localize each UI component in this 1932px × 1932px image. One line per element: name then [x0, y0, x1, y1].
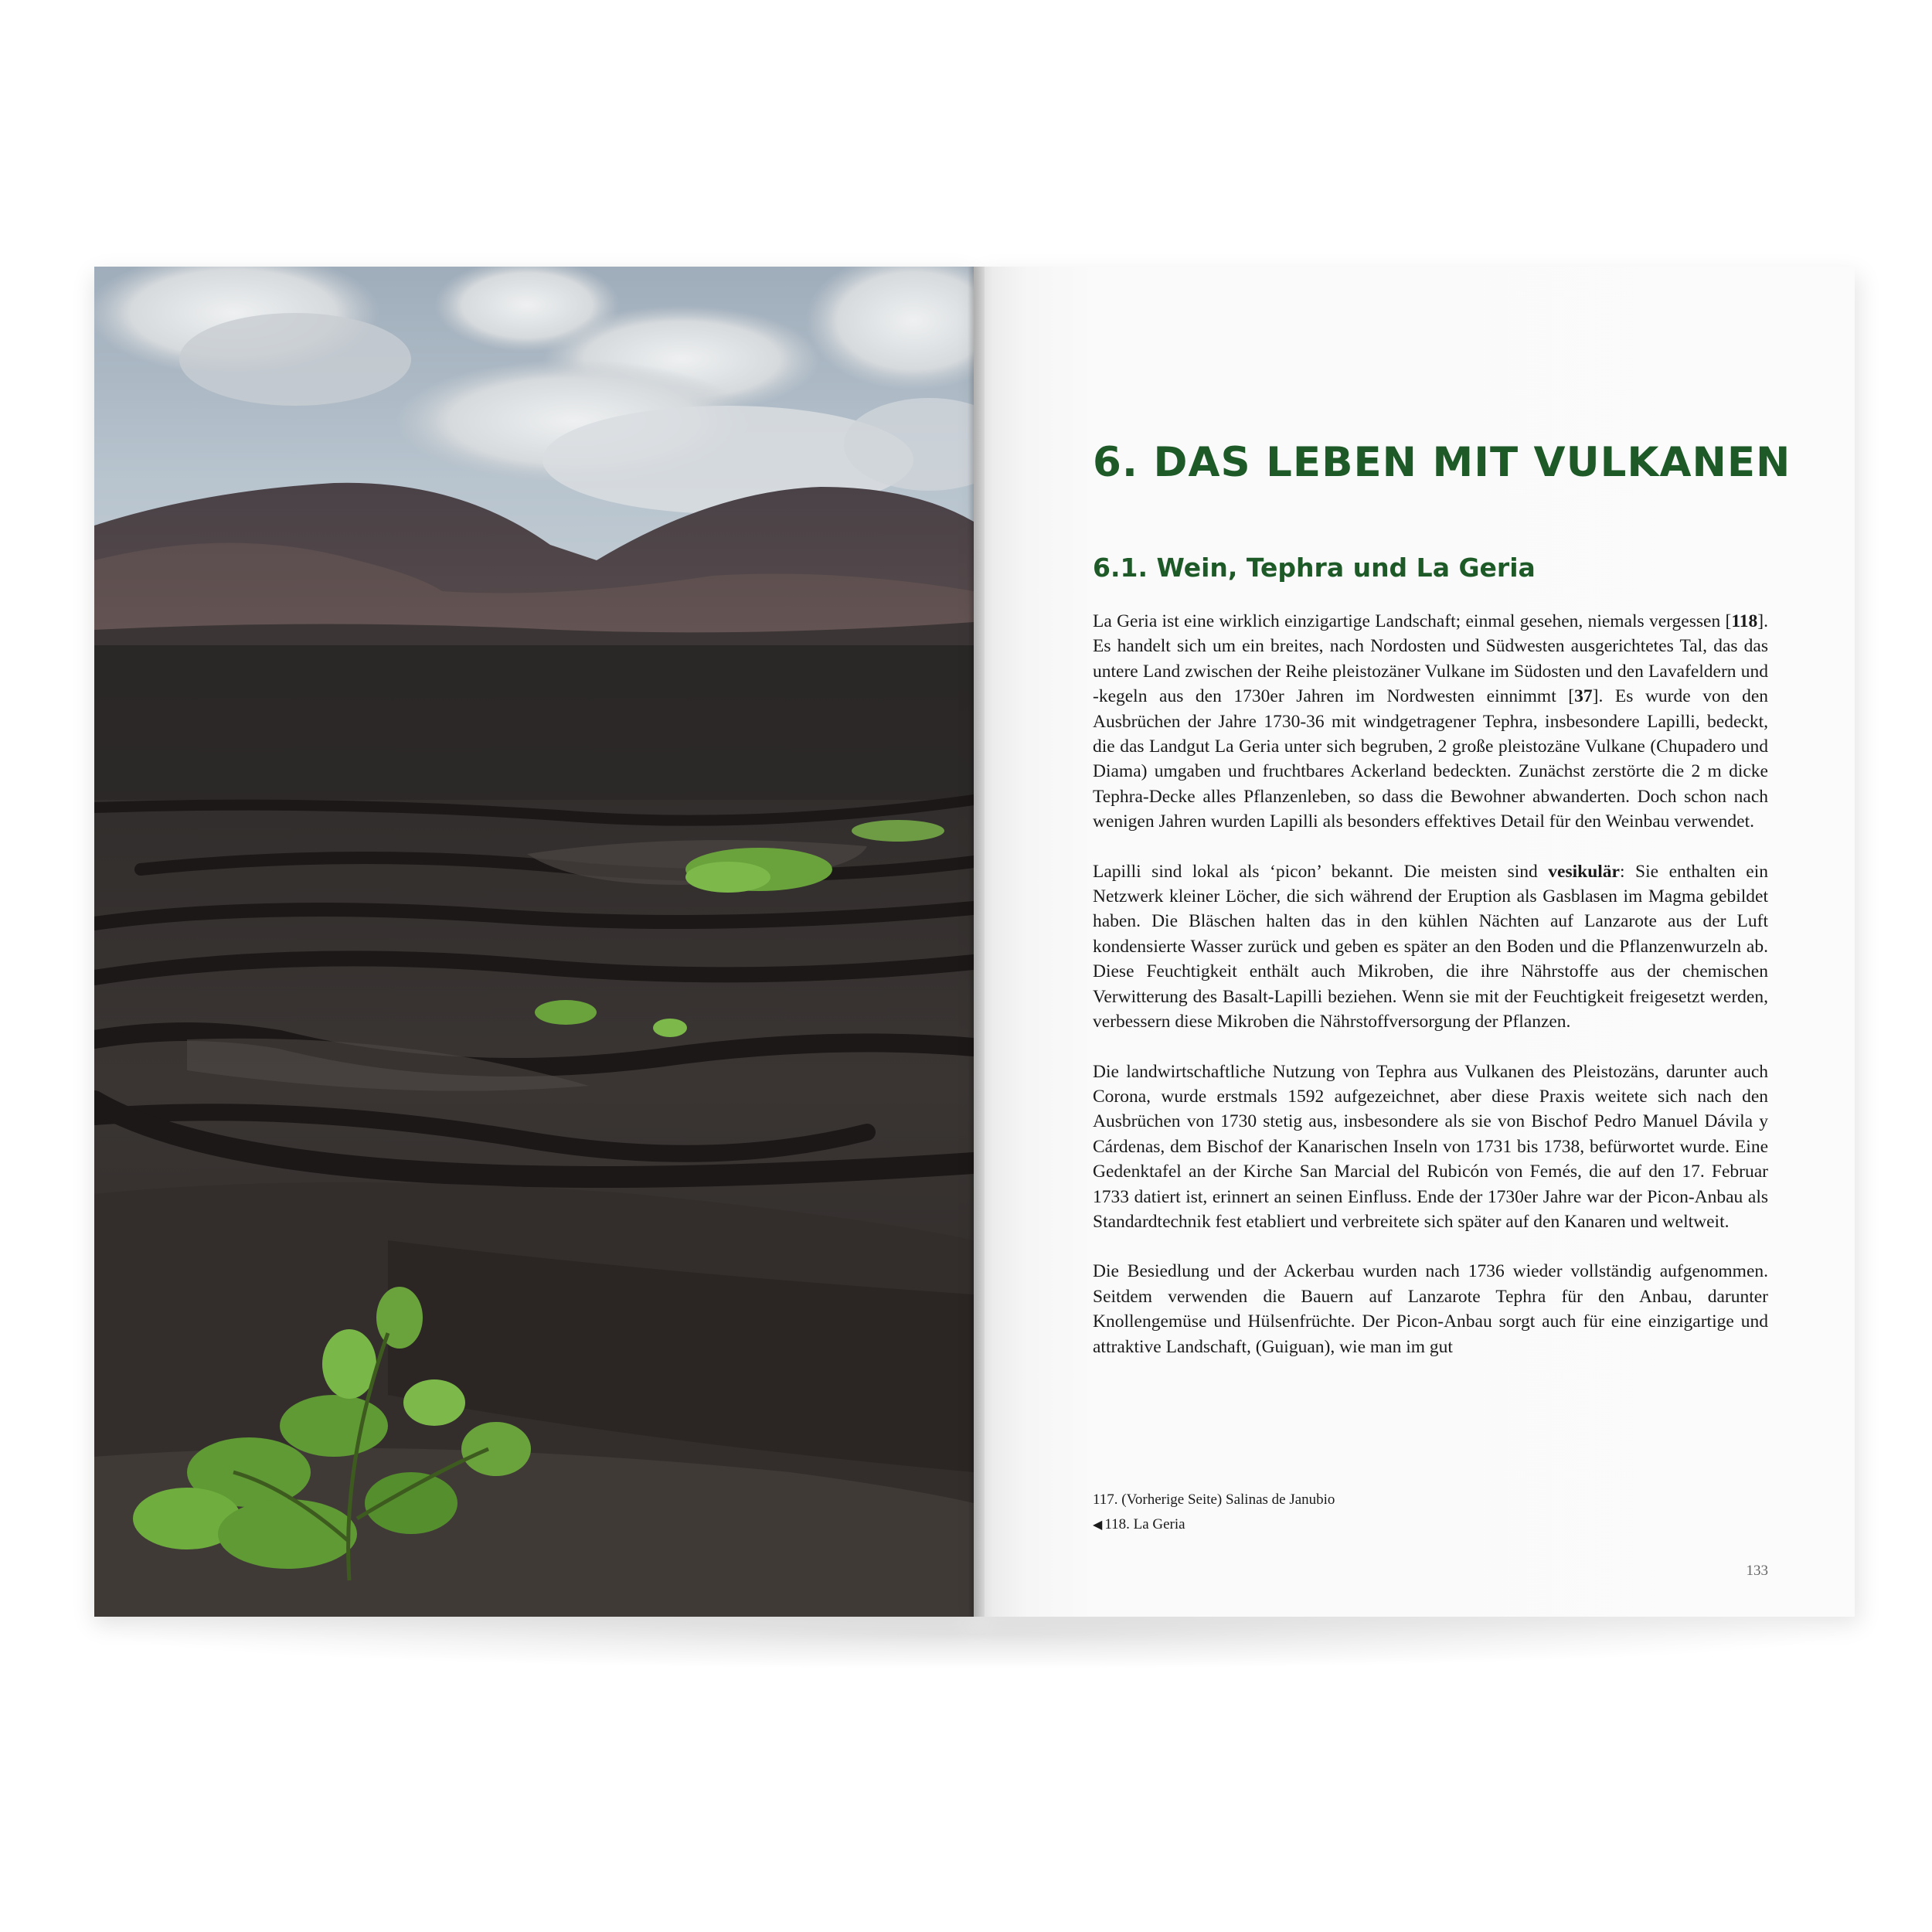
figure-captions: [1093, 1488, 1768, 1538]
caption-117: 117. (Vorherige Seite) Salinas de Janubio: [1093, 1492, 1335, 1508]
chapter-title: 6. DAS LEBEN MIT VULKANEN: [1093, 439, 1791, 486]
reference-37: 37: [1574, 686, 1593, 707]
paragraph-text: : Sie enthalten ein Netzwerk kleiner Löcher, die sich während der Eruption als Gasblasen im Magma gebildet haben. Die Bläschen halten das in den kühlen Nächten auf Lanzarote aus der Luft kondensierte Wasser zurück und geben es später an den Boden und die Pflanzenwurzeln ab. Diese Feuchtigkeit enthält auch Mikroben, die ihre Nährstoffe aus der chemischen Verwitterung des Basalt-Lapilli beziehen. Wenn sie mit der Feuchtigkeit freigesetzt werden, verbessern diese Mikroben die Nährstoffversorgung der Pflanzen.: [1093, 861, 1768, 1032]
paragraph-text: La Geria ist eine wirklich einzigartige Landschaft; einmal gesehen, niemals vergessen [: [1093, 611, 1732, 631]
paragraph-text: ]. Es wurde von den Ausbrüchen der Jahre 1730-36 mit windgetragener Tephra, insbesondere Lapilli, bedeckt, die das Landgut La Geria unter sich begruben, 2 große pleistozäne Vulkane (Chupadero und Diama) umgaben und fruchtbares Ackerland bedeckten. Zunächst zerstörte die 2 m dicke Tephra-Decke alles Pflanzenleben, so dass die Bewohner abwanderten. Doch schon nach wenigen Jahren wurden Lapilli als besonders effektives Detail für den Weinbau verwendet.: [1093, 686, 1769, 832]
photo-page: [94, 267, 974, 1617]
bold-term: vesikulär: [1548, 861, 1620, 882]
paragraph-3: Die landwirtschaftliche Nutzung von Tephra aus Vulkanen des Pleistozäns, darunter auch Corona, wurde erstmals 1592 aufgezeichnet, aber diese Praxis weitete sich nach den Ausbrüchen von 1730 stetig aus, insbesondere als sie von Bischof Pedro Manuel Dávila y Cárdenas, dem Bischof der Kanarischen Inseln von 1731 bis 1738, befürwortet wurde. Eine Gedenktafel an der Kirche San Marcial del Rubicón von Femés, die auf den 17. Februar 1733 datiert ist, erinnert an seinen Einfluss. Ende der 1730er Jahre war der Picon-Anbau als Standardtechnik fest etabliert und verbreitete sich später auf den Kanaren und weltweit.: [1093, 1061, 1768, 1232]
paragraph-2: [1093, 859, 1768, 1035]
body-text: [1093, 609, 1768, 1384]
page-number: 133: [1746, 1563, 1768, 1579]
section-title: 6.1. Wein, Tephra und La Geria: [1093, 553, 1536, 583]
caption-118: [1093, 1512, 1768, 1538]
paragraph-text: Lapilli sind lokal als ‘picon’ bekannt. Die meisten sind: [1093, 861, 1549, 882]
arrow-left-icon: ◀: [1093, 1519, 1103, 1532]
caption-text: 118. La Geria: [1104, 1516, 1185, 1532]
paragraph-text: ]. Es handelt sich um ein breites, nach Nordosten und Südwesten ausgerichtetes Tal, das das untere Land zwischen der Reihe pleistozäner Vulkane im Südosten und den Lavafeldern und -kegeln aus den 1730er Jahren im Nordwesten einnimmt [: [1093, 611, 1768, 707]
reference-118: 118: [1731, 611, 1758, 631]
paragraph-4: Die Besiedlung und der Ackerbau wurden nach 1736 wieder vollständig aufgenommen. Seitdem verwenden die Bauern auf Lanzarote Tephra für den Anbau, darunter Knollengemüse und Hülsenfrüchte. Der Picon-Anbau sorgt auch für eine einzigartige und attraktive Landschaft, (Guiguan), wie man im gut: [1093, 1261, 1768, 1357]
paragraph-1: [1093, 609, 1768, 835]
volcano-landscape-photo: [94, 267, 974, 1617]
text-page: [974, 267, 1855, 1617]
